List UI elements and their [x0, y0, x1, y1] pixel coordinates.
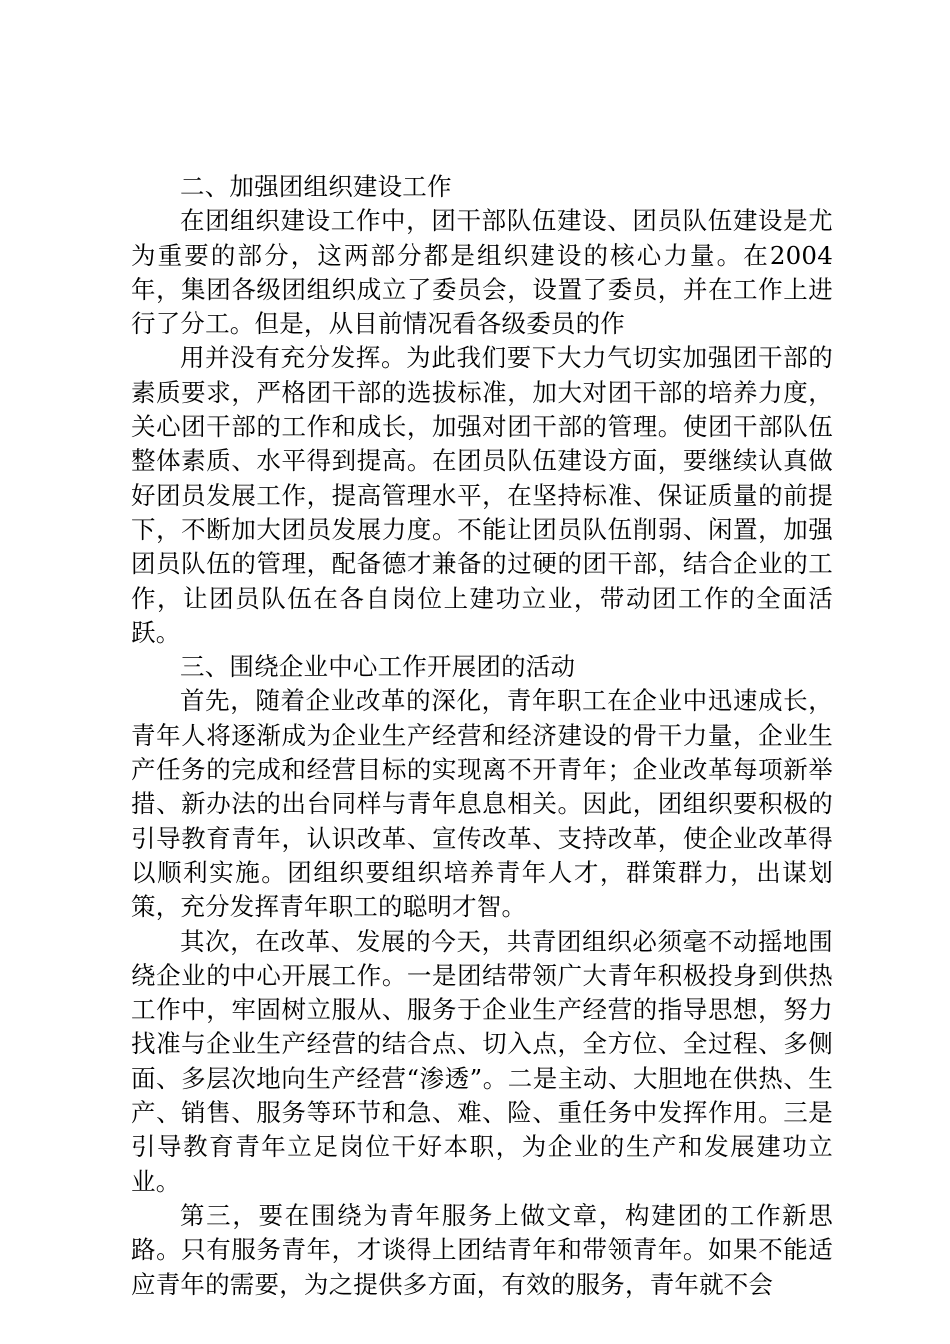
paragraph-2: 用并没有充分发挥。为此我们要下大力气切实加强团干部的素质要求，严格团干部的选拔标准，加大对团干部的培养力度，关心团干部的工作和成长，加强对团干部的管理。使团干部队伍整体素质、水平得到提高。在团员队伍建设方面，要继续认真做好团员发展工作，提高管理水平，在坚持标准、保证质量的前提下，不断加大团员发展力度。不能让团员队伍削弱、闲置，加强团员队伍的管理，配备德才兼备的过硬的团干部，结合企业的工作，让团员队伍在各自岗位上建功立业，带动团工作的全面活跃。 — [131, 343, 833, 647]
section-heading-2: 二、加强团组织建设工作 — [180, 172, 452, 201]
paragraph-3: 首先，随着企业改革的深化，青年职工在企业中迅速成长，青年人将逐渐成为企业生产经营和经济建设的骨干力量，企业生产任务的完成和经营目标的实现离不开青年；企业改革每项新举措、新办法的出台同样与青年息息相关。因此，团组织要积极的引导教育青年，认识改革、宣传改革、支持改革，使企业改革得以顺利实施。团组织要组织培养青年人才，群策群力，出谋划策，充分发挥青年职工的聪明才智。 — [131, 686, 833, 922]
section-heading-3: 三、围绕企业中心工作开展团的活动 — [180, 652, 576, 682]
paragraph-5: 第三，要在围绕为青年服务上做文章，构建团的工作新思路。只有服务青年，才谈得上团结青年和带领青年。如果不能适应青年的需要，为之提供多方面，有效的服务，青年就不会 — [131, 1200, 833, 1299]
paragraph-4: 其次，在改革、发展的今天，共青团组织必须毫不动摇地围绕企业的中心开展工作。一是团结带领广大青年积极投身到供热工作中，牢固树立服从、服务于企业生产经营的指导思想，努力找准与企业生产经营的结合点、切入点，全方位、全过程、多侧面、多层次地向生产经营“渗透”。二是主动、大胆地在供热、生产、销售、服务等环节和急、难、险、重任务中发挥作用。三是引导教育青年立足岗位干好本职，为企业的生产和发展建功立业。 — [131, 926, 833, 1196]
paragraph-1: 在团组织建设工作中，团干部队伍建设、团员队伍建设是尤为重要的部分，这两部分都是组织建设的核心力量。在2004年，集团各级团组织成立了委员会，设置了委员，并在工作上进行了分工。但是，从目前情况看各级委员的作 — [131, 206, 833, 339]
document-body — [131, 170, 833, 1302]
